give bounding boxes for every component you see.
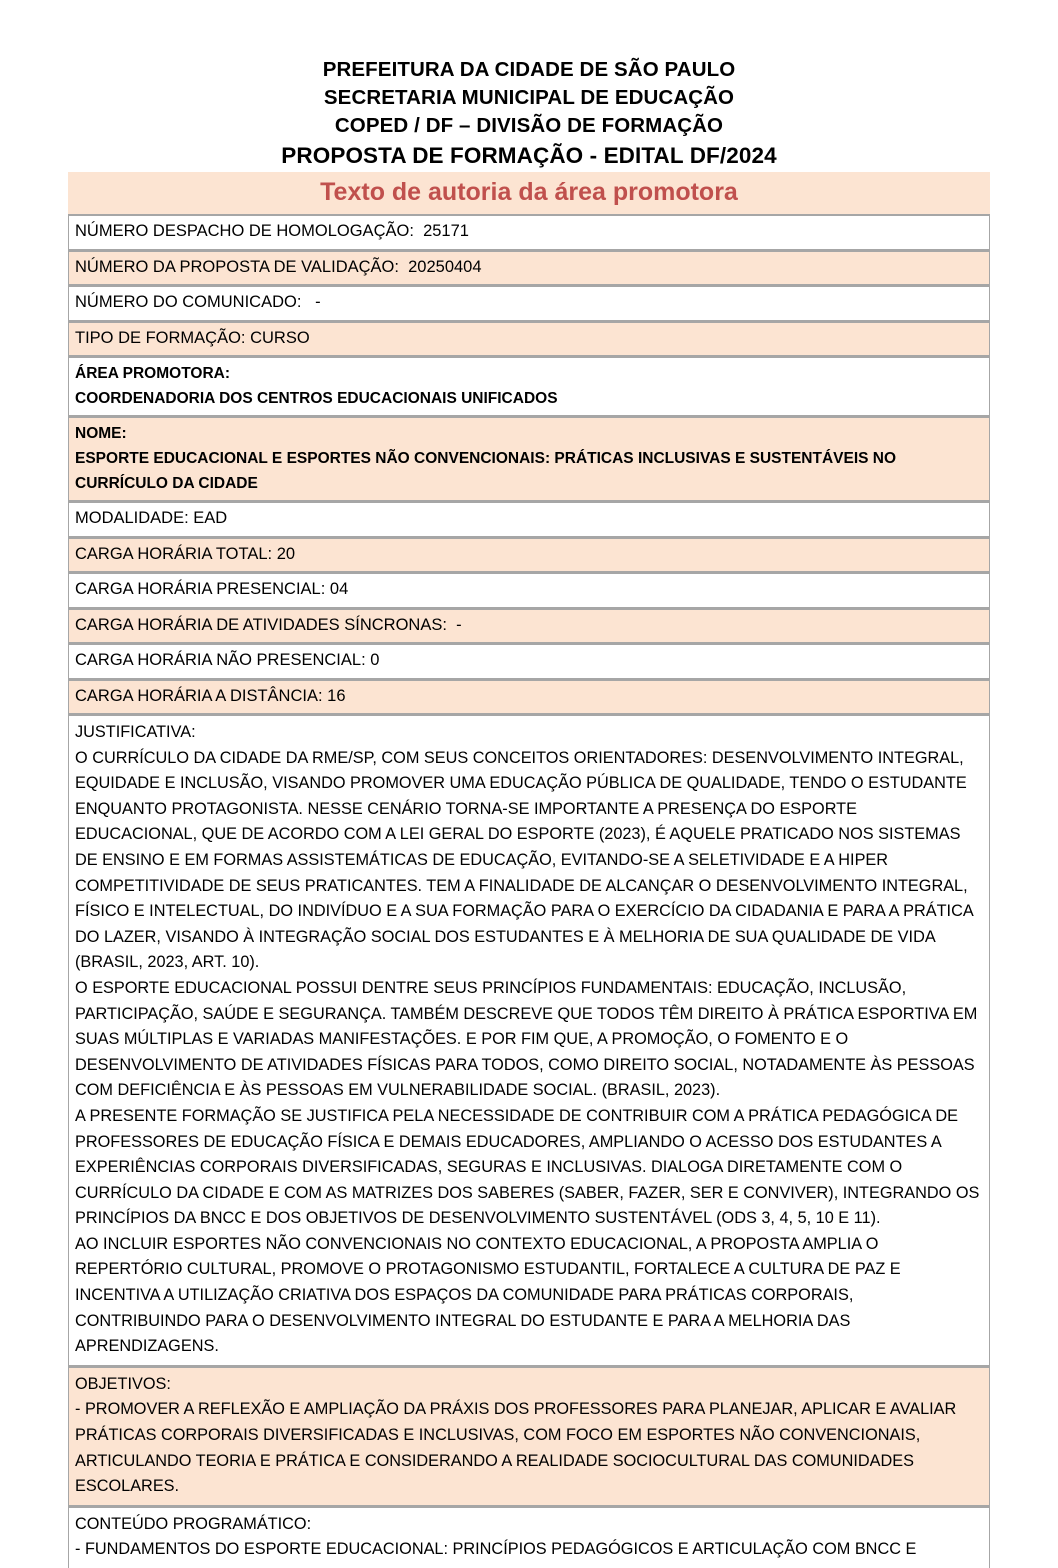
row-despacho-homologacao — [68, 214, 990, 251]
field-carga-sincronas: CARGA HORÁRIA DE ATIVIDADES SÍNCRONAS: - — [75, 615, 462, 634]
row-carga-nao-presencial — [68, 643, 990, 680]
field-carga-presencial: CARGA HORÁRIA PRESENCIAL: 04 — [75, 580, 349, 598]
justificativa-paragraph: O CURRÍCULO DA CIDADE DA RME/SP, COM SEUS CONCEITOS ORIENTADORES: DESENVOLVIMENTO INTEGRAL, EQUIDADE E INCLUSÃO, VISANDO PROMOVER UMA EDUCAÇÃO PÚBLICA DE QUALIDADE, TENDO O ESTUDANTE ENQUANTO PROTAGONISTA. NESSE CENÁRIO TORNA-SE IMPORTANTE A PRESENÇA DO ESPORTE EDUCACIONAL, QUE DE ACORDO COM A LEI GERAL DO ESPORTE (2023), É AQUELE PRATICADO NOS SISTEMAS DE ENSINO E EM FORMAS ASSISTEMÁTICAS DE EDUCAÇÃO, EVITANDO-SE A SELETIVIDADE E A HIPER COMPETITIVIDADE DE SEUS PRATICANTES. TEM A FINALIDADE DE ALCANÇAR O DESENVOLVIMENTO INTEGRAL, FÍSICO E INTELECTUAL, DO INDIVÍDUO E A SUA FORMAÇÃO PARA O EXERCÍCIO DA CIDADANIA E PARA A PRÁTICA DO LAZER, VISANDO À INTEGRAÇÃO SOCIAL DOS ESTUDANTES E À MELHORIA DE SUA QUALIDADE DE VIDA (BRASIL, 2023, ART. 10). — [75, 748, 973, 972]
field-proposta-validacao: NÚMERO DA PROPOSTA DE VALIDAÇÃO: 20250404 — [75, 257, 482, 276]
row-modalidade — [68, 501, 990, 538]
header-line-prefeitura: PREFEITURA DA CIDADE DE SÃO PAULO — [322, 58, 736, 81]
label-area-promotora: ÁREA PROMOTORA: — [75, 365, 230, 382]
row-carga-total — [68, 537, 990, 574]
row-justificativa — [68, 714, 990, 1367]
objetivos-paragraph: - PROMOVER A REFLEXÃO E AMPLIAÇÃO DA PRÁXIS DOS PROFESSORES PARA PLANEJAR, APLICAR E AVALIAR PRÁTICAS CORPORAIS DIVERSIFICADAS E INCLUSIVAS, COM FOCO EM ESPORTES NÃO CONVENCIONAIS, ARTICULANDO TEORIA E PRÁTICA E CONSIDERANDO A REALIDADE SOCIOCULTURAL DAS COMUNIDADES ESCOLARES. — [75, 1400, 957, 1496]
banner-texto-autoria — [68, 172, 990, 215]
row-nome — [68, 416, 990, 502]
row-tipo-formacao — [68, 321, 990, 358]
conteudo-programatico-paragraph: - FUNDAMENTOS DO ESPORTE EDUCACIONAL: PRINCÍPIOS PEDAGÓGICOS E ARTICULAÇÃO COM BNCC E — [75, 1540, 917, 1559]
proposal-table — [68, 172, 990, 1568]
value-nome: ESPORTE EDUCACIONAL E ESPORTES NÃO CONVENCIONAIS: PRÁTICAS INCLUSIVAS E SUSTENTÁVEIS NO CURRÍCULO DA CIDADE — [75, 450, 901, 492]
value-area-promotora: COORDENADORIA DOS CENTROS EDUCACIONAIS UNIFICADOS — [75, 390, 558, 407]
banner-label: Texto de autoria da área promotora — [320, 178, 738, 206]
row-area-promotora — [68, 356, 990, 417]
label-conteudo-programatico: CONTEÚDO PROGRAMÁTICO: — [75, 1514, 312, 1533]
field-carga-nao-presencial: CARGA HORÁRIA NÃO PRESENCIAL: 0 — [75, 651, 380, 669]
row-conteudo-programatico — [68, 1506, 990, 1568]
row-objetivos — [68, 1366, 990, 1507]
document-header — [0, 0, 1058, 171]
header-line-proposta: PROPOSTA DE FORMAÇÃO - EDITAL DF/2024 — [281, 143, 777, 168]
header-line-coped: COPED / DF – DIVISÃO DE FORMAÇÃO — [334, 114, 724, 137]
justificativa-paragraph: AO INCLUIR ESPORTES NÃO CONVENCIONAIS NO CONTEXTO EDUCACIONAL, A PROPOSTA AMPLIA O REPERTÓRIO CULTURAL, PROMOVE O PROTAGONISMO ESTUDANTIL, FORTALECE A CULTURA DE PAZ E INCENTIVA A UTILIZAÇÃO CRIATIVA DOS ESPAÇOS DA COMUNIDADE PARA PRÁTICAS CORPORAIS, CONTRIBUINDO PARA O DESENVOLVIMENTO INTEGRAL DO ESTUDANTE E PARA A MELHORIA DAS APRENDIZAGENS. — [75, 1234, 901, 1356]
field-comunicado: NÚMERO DO COMUNICADO: - — [75, 293, 321, 311]
justificativa-paragraph: A PRESENTE FORMAÇÃO SE JUSTIFICA PELA NECESSIDADE DE CONTRIBUIR COM A PRÁTICA PEDAGÓGICA DE PROFESSORES DE EDUCAÇÃO FÍSICA E DEMAIS EDUCADORES, AMPLIANDO O ACESSO DOS ESTUDANTES A EXPERIÊNCIAS CORPORAIS DIVERSIFICADAS, SEGURAS E INCLUSIVAS. DIALOGA DIRETAMENTE COM O CURRÍCULO DA CIDADE E COM AS MATRIZES DOS SABERES (SABER, FAZER, SER E CONVIVER), INTEGRANDO OS PRINCÍPIOS DA BNCC E DOS OBJETIVOS DE DESENVOLVIMENTO SUSTENTÁVEL (ODS 3, 4, 5, 10 E 11). — [75, 1106, 980, 1228]
field-modalidade: MODALIDADE: EAD — [75, 509, 228, 527]
row-carga-presencial — [68, 572, 990, 609]
header-line-secretaria: SECRETARIA MUNICIPAL DE EDUCAÇÃO — [323, 86, 735, 109]
row-proposta-validacao — [68, 250, 990, 287]
field-carga-total: CARGA HORÁRIA TOTAL: 20 — [75, 544, 296, 563]
label-nome: NOME: — [75, 425, 127, 442]
field-carga-distancia: CARGA HORÁRIA A DISTÂNCIA: 16 — [75, 686, 346, 705]
label-objetivos: OBJETIVOS: — [75, 1374, 171, 1393]
justificativa-paragraph: O ESPORTE EDUCACIONAL POSSUI DENTRE SEUS PRINCÍPIOS FUNDAMENTAIS: EDUCAÇÃO, INCLUSÃO, PARTICIPAÇÃO, SAÚDE E SEGURANÇA. TAMBÉM DESCREVE QUE TODOS TÊM DIREITO À PRÁTICA ESPORTIVA EM SUAS MÚLTIPLAS E VARIADAS MANIFESTAÇÕES. E POR FIM QUE, A PROMOÇÃO, O FOMENTO E O DESENVOLVIMENTO DE ATIVIDADES FÍSICAS PARA TODOS, COMO DIREITO SOCIAL, NOTADAMENTE ÀS PESSOAS COM DEFICIÊNCIA E ÀS PESSOAS EM VULNERABILIDADE SOCIAL. (BRASIL, 2023). — [75, 978, 978, 1100]
field-tipo-formacao: TIPO DE FORMAÇÃO: CURSO — [75, 328, 310, 347]
row-carga-distancia — [68, 679, 990, 716]
row-comunicado — [68, 285, 990, 322]
label-justificativa: JUSTIFICATIVA: — [75, 723, 196, 741]
field-despacho-homologacao: NÚMERO DESPACHO DE HOMOLOGAÇÃO: 25171 — [75, 222, 469, 240]
row-carga-sincronas — [68, 608, 990, 645]
